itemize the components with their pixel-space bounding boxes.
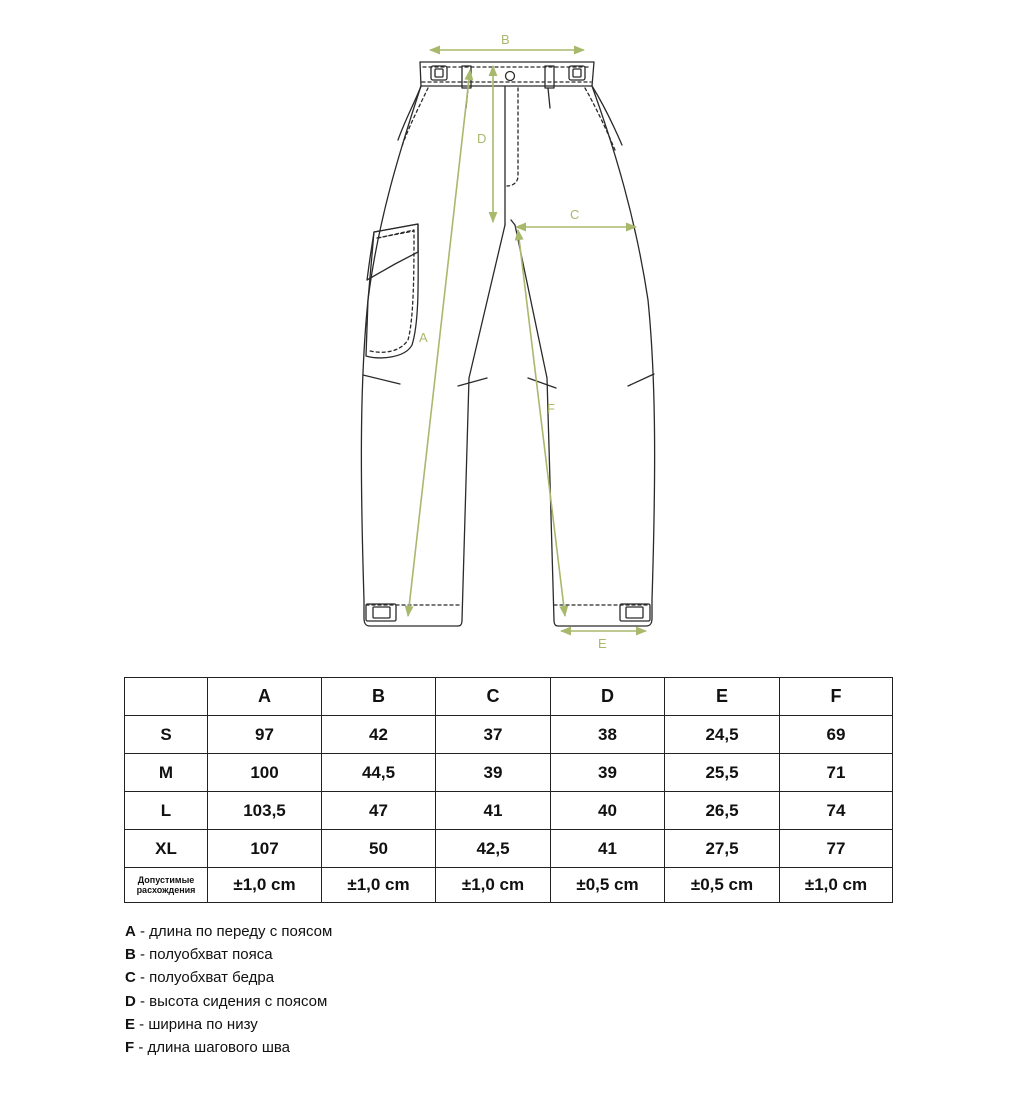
legend-text: - полуобхват пояса	[135, 946, 273, 964]
measurement-labels	[419, 32, 607, 651]
header-cell-c: C	[436, 678, 551, 716]
value-cell: 71	[780, 754, 893, 792]
value-cell: 41	[551, 830, 665, 868]
tolerance-label	[125, 868, 208, 903]
legend-key: C	[125, 969, 136, 987]
table-row-m	[125, 754, 893, 792]
header-cell-f: F	[780, 678, 893, 716]
value-cell: 69	[780, 716, 893, 754]
legend-key: A	[125, 923, 136, 940]
value-cell: 27,5	[665, 830, 780, 868]
tolerance-cell: ±1,0 cm	[208, 868, 322, 903]
header-cell-e: E	[665, 678, 780, 716]
table-row-s	[125, 716, 893, 754]
label-e: E	[598, 636, 607, 651]
value-cell: 25,5	[665, 754, 780, 792]
value-cell: 39	[551, 754, 665, 792]
value-cell: 100	[208, 754, 322, 792]
value-cell: 42,5	[436, 830, 551, 868]
measure-a-line	[408, 70, 470, 616]
value-cell: 103,5	[208, 792, 322, 830]
legend-key: F	[125, 1039, 135, 1057]
value-cell: 38	[551, 716, 665, 754]
right-hem-tab-icon	[620, 604, 650, 621]
value-cell: 42	[322, 716, 436, 754]
legend-item-f	[125, 1036, 332, 1059]
legend-item-d	[125, 990, 332, 1013]
value-cell: 50	[322, 830, 436, 868]
legend-item-c	[125, 966, 332, 989]
tolerance-row	[125, 868, 893, 903]
label-a: A	[419, 330, 428, 345]
value-cell: 26,5	[665, 792, 780, 830]
tolerance-cell: ±0,5 cm	[665, 868, 780, 903]
table-row-l	[125, 792, 893, 830]
legend-item-e	[125, 1013, 332, 1036]
measurement-legend	[125, 920, 332, 1059]
legend-item-b	[125, 943, 332, 966]
value-cell: 74	[780, 792, 893, 830]
legend-key: E	[125, 1015, 136, 1033]
header-cell-b: B	[322, 678, 436, 716]
size-cell: M	[125, 754, 208, 792]
waist-button-icon	[506, 72, 515, 81]
table-header-row	[125, 678, 893, 716]
value-cell: 41	[436, 792, 551, 830]
legend-text: - высота сидения с поясом	[135, 992, 328, 1010]
size-cell: S	[125, 716, 208, 754]
measure-f-line	[518, 230, 565, 616]
left-hem-tab-icon	[366, 604, 396, 621]
value-cell: 44,5	[322, 754, 436, 792]
size-table	[124, 677, 893, 903]
tolerance-cell: ±1,0 cm	[322, 868, 436, 903]
tolerance-label-line1: Допустимые	[137, 875, 195, 885]
legend-item-a	[125, 920, 332, 943]
legend-text: - длина по переду с поясом	[135, 923, 333, 940]
header-cell-d: D	[551, 678, 665, 716]
size-cell: XL	[125, 830, 208, 868]
legend-text: - ширина по низу	[135, 1015, 258, 1033]
table-row-xl	[125, 830, 893, 868]
label-d: D	[477, 131, 487, 146]
tolerance-cell: ±1,0 cm	[436, 868, 551, 903]
value-cell: 24,5	[665, 716, 780, 754]
tolerance-label-line2: расхождения	[136, 885, 196, 895]
value-cell: 97	[208, 716, 322, 754]
value-cell: 40	[551, 792, 665, 830]
tolerance-cell: ±0,5 cm	[551, 868, 665, 903]
right-buckle-icon	[569, 66, 585, 80]
value-cell: 37	[436, 716, 551, 754]
label-b: B	[501, 32, 510, 47]
legend-key: B	[125, 946, 136, 964]
trousers-outline	[361, 62, 654, 626]
header-cell	[125, 678, 208, 716]
legend-text: - длина шагового шва	[134, 1039, 291, 1057]
label-f: F	[547, 401, 555, 416]
size-cell: L	[125, 792, 208, 830]
tolerance-cell: ±1,0 cm	[780, 868, 893, 903]
value-cell: 107	[208, 830, 322, 868]
left-buckle-icon	[431, 66, 447, 80]
legend-key: D	[125, 992, 136, 1010]
legend-text: - полуобхват бедра	[135, 969, 275, 987]
label-c: C	[570, 207, 580, 222]
value-cell: 77	[780, 830, 893, 868]
value-cell: 47	[322, 792, 436, 830]
measurement-lines	[408, 50, 646, 631]
value-cell: 39	[436, 754, 551, 792]
header-cell-a: A	[208, 678, 322, 716]
